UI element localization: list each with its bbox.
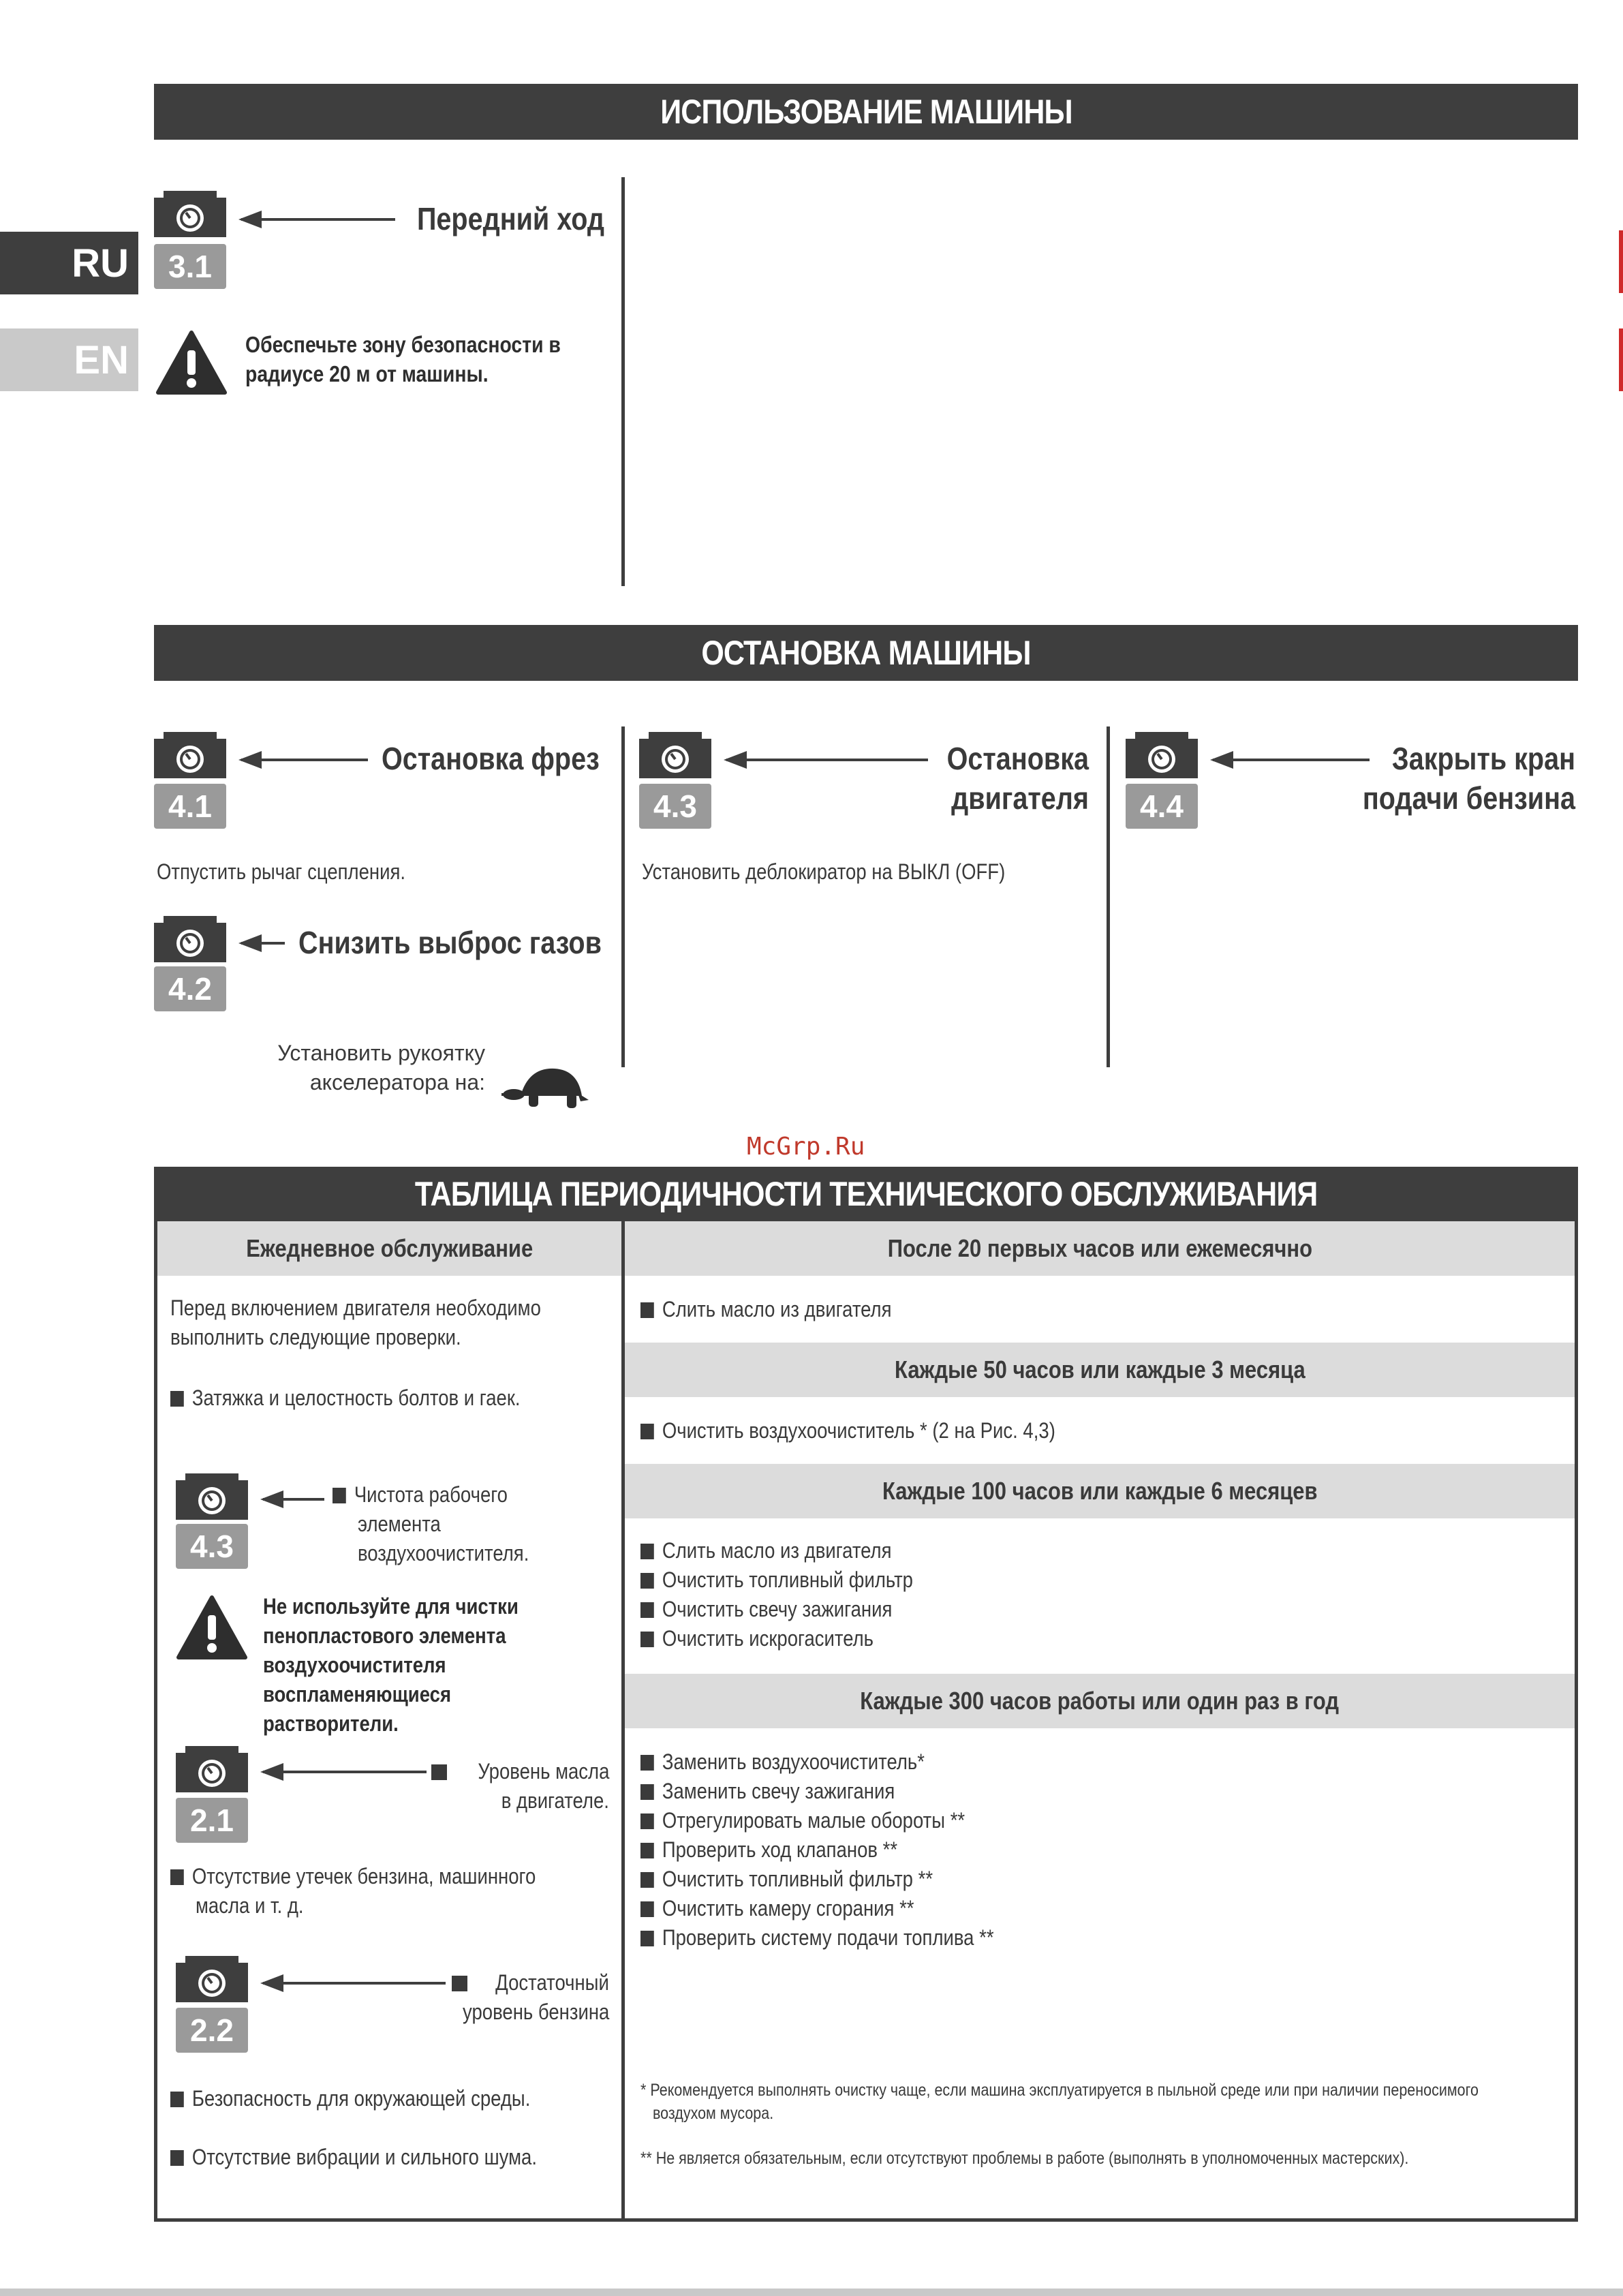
interval-list-50h: Очистить воздухоочиститель * (2 на Рис. 4,3) <box>640 1416 1123 1445</box>
warning-icon <box>155 330 228 399</box>
leak-item: Отсутствие утечек бензина, машинного масла и т. д. <box>170 1862 596 1920</box>
figure-badge: 4.1 <box>154 784 226 829</box>
fuel-level-item: Достаточный уровень бензина <box>382 1968 609 2027</box>
figure-badge: 4.4 <box>1126 784 1198 829</box>
air-filter-item: Чистота рабочего элемента воздухоочистителя. <box>333 1480 557 1568</box>
forward-heading: Передний ход <box>417 201 605 236</box>
camera-icon <box>154 732 226 780</box>
daily-header: Ежедневное обслуживание <box>157 1221 621 1276</box>
divider <box>621 726 625 1067</box>
interval-header-100h: Каждые 100 часов или каждые 6 месяцев <box>625 1464 1575 1518</box>
section-title-stop: ОСТАНОВКА МАШИНЫ <box>154 625 1578 681</box>
figure-badge: 4.2 <box>154 966 226 1011</box>
camera-icon <box>176 1956 248 2004</box>
vibration-item: Отсутствие вибрации и сильного шума. <box>170 2143 597 2172</box>
stop-engine-heading: Остановка двигателя <box>946 741 1089 816</box>
lang-tab-en[interactable]: EN <box>0 328 138 391</box>
footnote-2: ** Не является обязательным, если отсутствуют проблемы в работе (выполнять в уполномоченных мастерских). <box>640 2149 1409 2168</box>
camera-icon <box>154 916 226 964</box>
camera-icon <box>154 191 226 239</box>
camera-icon <box>1126 732 1198 780</box>
oil-level-item: Уровень масла в двигателе. <box>382 1757 609 1816</box>
divider <box>621 177 625 586</box>
lang-tab-ru[interactable]: RU <box>0 232 138 294</box>
solvent-warning: Не используйте для чистки пенопластового элемента воздухоочистителя воспламеняющиеся растворители. <box>263 1594 519 1736</box>
edge-mark-top <box>1619 230 1623 293</box>
watermark: McGrp.Ru <box>747 1133 865 1161</box>
daily-intro: Перед включением двигателя необходимо выполнить следующие проверки. <box>170 1296 541 1349</box>
figure-badge: 4.3 <box>639 784 711 829</box>
figure-badge: 2.2 <box>176 2008 248 2053</box>
divider <box>1107 726 1110 1067</box>
throttle-text: Установить рукоятку акселератора на: <box>277 1041 485 1095</box>
interval-list-300h: Заменить воздухоочиститель* Заменить свечу зажигания Отрегулировать малые обороты ** Проверить ход клапанов ** Очистить топливный фильтр ** Очистить камеру сгорания ** Проверить систему подачи топлива ** <box>640 1747 1051 1953</box>
close-fuel-valve-heading: Закрыть кран подачи бензина <box>1362 741 1575 816</box>
interval-list-20h: Слить масло из двигателя <box>640 1295 932 1324</box>
footnote-1: * Рекомендуется выполнять очистку чаще, если машина эксплуатируется в пыльной среде или при наличии переносимого воздухом мусора. <box>640 2081 1479 2123</box>
camera-icon <box>176 1746 248 1794</box>
stop-tillers-text: Отпустить рычаг сцепления. <box>157 859 406 884</box>
edge-mark-bottom <box>1619 328 1623 391</box>
stop-engine-text: Установить деблокиратор на ВЫКЛ (OFF) <box>642 859 1006 884</box>
figure-badge: 3.1 <box>154 244 226 289</box>
camera-icon <box>176 1473 248 1521</box>
interval-list-100h: Слить масло из двигателя Очистить топливный фильтр Очистить свечу зажигания Очистить искрогаситель <box>640 1536 957 1653</box>
figure-badge: 2.1 <box>176 1798 248 1843</box>
arrow-icon <box>241 759 368 761</box>
section-title-maintenance: ТАБЛИЦА ПЕРИОДИЧНОСТИ ТЕХНИЧЕСКОГО ОБСЛУЖИВАНИЯ <box>154 1167 1578 1221</box>
section-title-usage: ИСПОЛЬЗОВАНИЕ МАШИНЫ <box>154 84 1578 140</box>
arrow-icon <box>263 1498 324 1501</box>
reduce-throttle-heading: Снизить выброс газов <box>298 925 602 960</box>
interval-header-20h: После 20 первых часов или ежемесячно <box>625 1221 1575 1276</box>
daily-item: Затяжка и целостность болтов и гаек. <box>170 1383 577 1413</box>
camera-icon <box>639 732 711 780</box>
environment-item: Безопасность для окружающей среды. <box>170 2084 589 2113</box>
figure-badge: 4.3 <box>176 1524 248 1569</box>
turtle-icon <box>501 1063 590 1114</box>
safety-zone-warning: Обеспечьте зону безопасности в радиусе 20 м от машины. <box>245 332 561 386</box>
interval-header-300h: Каждые 300 часов работы или один раз в год <box>625 1674 1575 1728</box>
page-bottom-band <box>0 2289 1623 2296</box>
warning-icon <box>176 1595 248 1664</box>
interval-header-50h: Каждые 50 часов или каждые 3 месяца <box>625 1343 1575 1397</box>
arrow-icon <box>241 218 395 221</box>
arrow-icon <box>241 942 285 945</box>
stop-tillers-heading: Остановка фрез <box>382 741 600 776</box>
